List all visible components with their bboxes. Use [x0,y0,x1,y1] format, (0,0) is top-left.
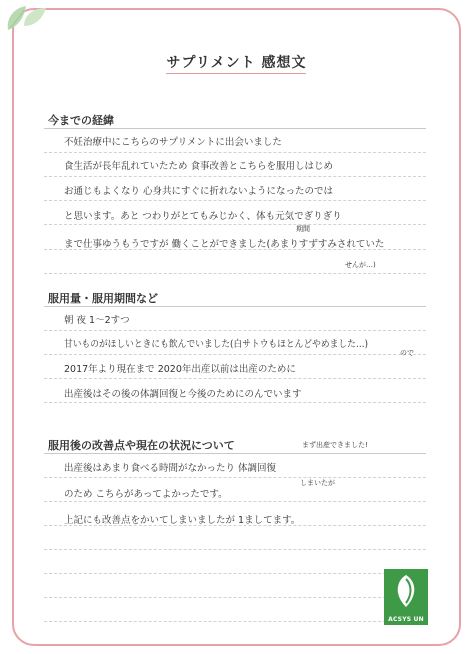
handwritten-line: 不妊治療中にこちらのサプリメントに出会いました [64,137,282,148]
handwritten-line: まで仕事ゆうもうですが 働くことができました(あまりすずすみされていた [64,239,385,250]
ruled-line [44,597,426,598]
page-title: サプリメント 感想文 [166,55,307,71]
handwritten-line: と思います。あと つわりがとてもみじかく、体も元気でぎりぎり [64,211,342,222]
brand-logo [384,569,428,625]
handwritten-line: のため こちらがあってよかったです。 [64,489,228,500]
ruled-line [44,378,426,379]
handwritten-line: 出産後はその後の体調回復と今後のためにのんでいます [64,389,302,400]
handwritten-insert: しまいたが [300,479,335,487]
logo-text: ACSYS UN [388,616,424,623]
section-heading-history: 今までの経緯 [48,114,114,127]
leaf-decoration-icon [2,0,50,42]
section-heading-dosage: 服用量・服用期間など [48,292,158,305]
handwritten-line: 朝 夜 1〜2すつ [64,315,130,326]
ruled-line [44,354,426,355]
handwritten-line: 甘いものがほしいときにも飲んでいました(白サトウもほとんどやめました…) [64,339,368,350]
ruled-line [44,501,426,502]
handwritten-line: せんが…) [345,261,376,269]
ruled-line [44,573,426,574]
title-underline [166,73,306,74]
section-heading-improvement: 服用後の改善点や現在の状況について [48,439,235,452]
ruled-line [44,621,426,622]
handwritten-line: 上記にも改善点をかいてしまいましたが 1ましてます。 [64,515,301,526]
handwritten-insert: ので [400,349,414,357]
ruled-line [44,224,426,225]
ruled-line [44,200,426,201]
handwritten-line: お通じもよくなり 心身共にすぐに折れないようになったのでは [64,186,334,197]
handwritten-line: 出産後はあまり食べる時間がなかったり 体調回復 [64,463,277,474]
section-rule [44,306,426,307]
section-rule [44,128,426,129]
section-rule [44,453,426,454]
ruled-line [44,273,426,274]
ruled-line [44,402,426,403]
ruled-line [44,152,426,153]
handwritten-line: 2017年より現在まで 2020年出産以前は出産のために [64,364,296,375]
ruled-line [44,549,426,550]
handwritten-insert: 期間 [296,225,310,233]
ruled-line [44,176,426,177]
handwritten-line: 食生活が長年乱れていたため 食事改善とこちらを服用しはじめ [64,161,334,172]
handwritten-insert: まず出産できました! [302,441,368,449]
leaf-logo-icon [392,573,420,609]
ruled-line [44,330,426,331]
survey-sheet [12,8,461,646]
ruled-line [44,477,426,478]
